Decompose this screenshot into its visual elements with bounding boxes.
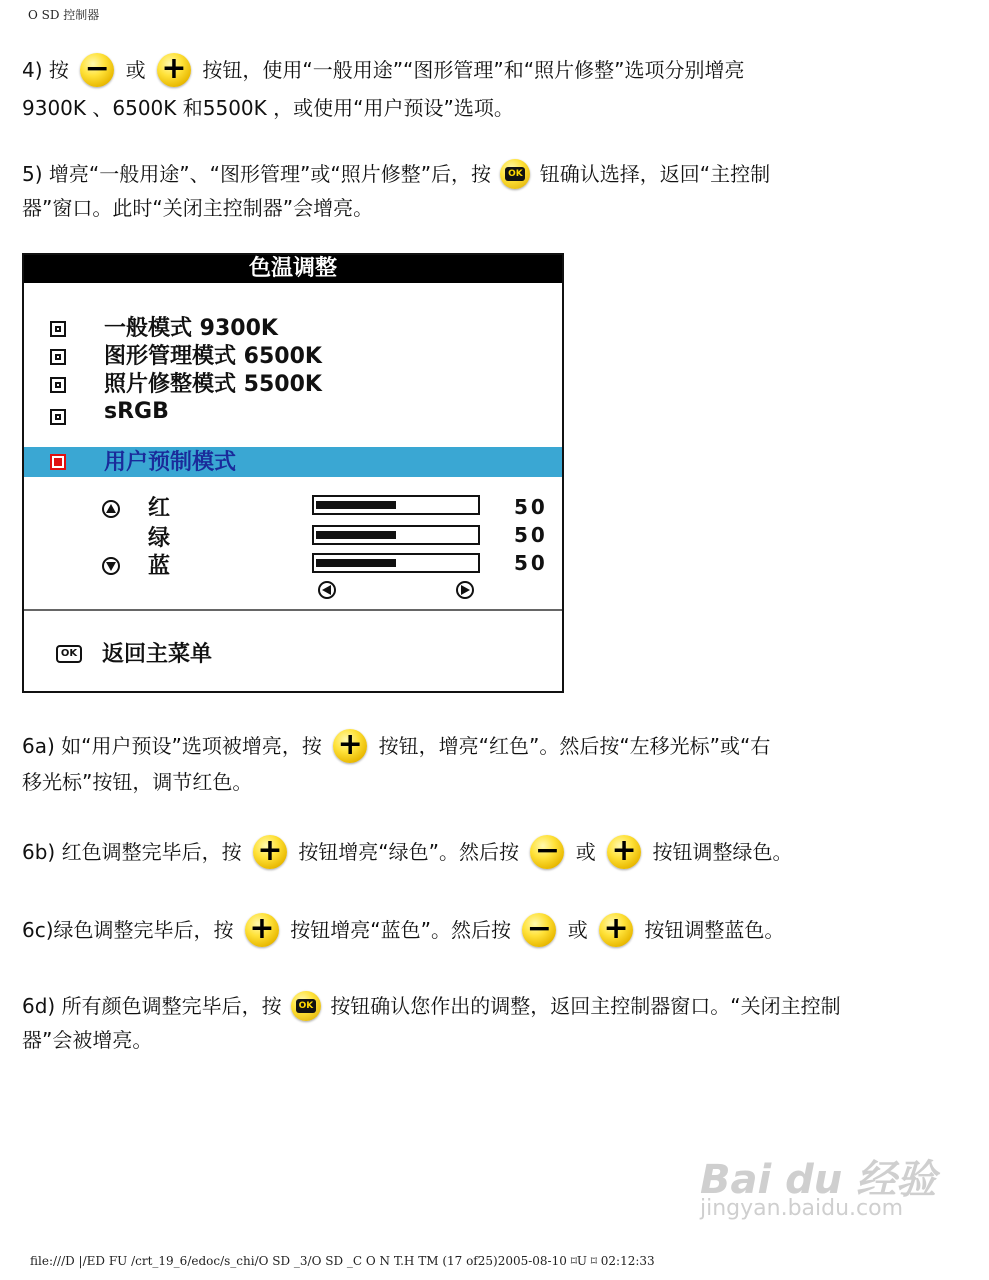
step-6b-rest: 按钮调整绿色。 — [652, 840, 793, 864]
green-value: 50 — [514, 523, 548, 547]
step-6c-or: 或 — [567, 918, 588, 942]
step-6a-text: 按钮，增亮“红色”。然后按“左移光标”或“右 — [378, 734, 771, 758]
right-arrow-icon — [456, 581, 474, 599]
plus-button-icon: + — [157, 53, 191, 87]
watermark-brand: Bai du 经验 — [700, 1157, 937, 1203]
ok-button-icon: OK — [291, 991, 321, 1021]
osd-color-temperature-panel — [22, 253, 564, 693]
minus-button-icon: − — [522, 913, 556, 947]
channel-blue-label: 蓝 — [148, 554, 171, 579]
page-header: O SD 控制器 — [28, 8, 100, 22]
step-6b-prefix: 6b) 红色调整完毕后，按 — [22, 840, 242, 864]
green-level-bar — [312, 525, 480, 545]
step-6c-mid: 按钮增亮“蓝色”。然后按 — [290, 918, 511, 942]
step-6c — [22, 912, 784, 949]
option-checkbox-icon — [50, 349, 66, 365]
plus-button-icon: + — [253, 835, 287, 869]
blue-level-fill — [316, 559, 396, 567]
page-footer: file:///D |/ED FU /crt_19_6/edoc/s_chi/O SD _3/O SD _C O N T.H TM (17 of25)2005-08-10 ⌑U ⌑ 02:12:33 — [30, 1254, 655, 1268]
step-5-text: 钮确认选择，返回“主控制 — [539, 162, 771, 186]
step-4-line-2: 9300K 、6500K 和5500K ，或使用“用户预设”选项。 — [22, 96, 514, 120]
step-6d-text: 按钮确认您作出的调整，返回主控制器窗口。“关闭主控制 — [330, 994, 841, 1018]
green-level-fill — [316, 531, 396, 539]
option-general: 一般模式 9300K — [104, 316, 278, 341]
step-6c-rest: 按钮调整蓝色。 — [644, 918, 785, 942]
ok-button-icon: OK — [500, 159, 530, 189]
option-checkbox-icon — [50, 377, 66, 393]
plus-button-icon: + — [245, 913, 279, 947]
step-6b-mid: 按钮增亮“绿色”。然后按 — [298, 840, 520, 864]
option-photo: 照片修整模式 5500K — [104, 372, 322, 397]
step-5-line-2: 器”窗口。此时“关闭主控制器”会增亮。 — [22, 196, 374, 220]
blue-level-bar — [312, 553, 480, 573]
step-6a-line-2: 移光标”按钮，调节红色。 — [22, 770, 253, 794]
step-6d-line-2: 器”会被增亮。 — [22, 1028, 153, 1052]
step-5-line-1 — [22, 156, 770, 192]
osd-title: 色温调整 — [24, 255, 562, 283]
step-6b — [22, 834, 792, 871]
down-arrow-icon — [102, 557, 120, 575]
option-checkbox-icon — [50, 321, 66, 337]
step-6a-line-1 — [22, 728, 770, 765]
step-6a-prefix: 6a) 如“用户预设”选项被增亮，按 — [22, 734, 322, 758]
red-level-fill — [316, 501, 396, 509]
baidu-watermark-logo — [700, 1148, 937, 1221]
step-4-or: 或 — [125, 58, 146, 82]
step-6c-prefix: 6c)绿色调整完毕后，按 — [22, 918, 234, 942]
step-4-text: 按钮，使用“一般用途”“图形管理”和“照片修整”选项分别增亮 — [202, 58, 745, 82]
option-srgb: sRGB — [104, 399, 169, 424]
ok-icon: OK — [56, 645, 82, 663]
red-value: 50 — [514, 495, 548, 519]
left-arrow-icon — [318, 581, 336, 599]
back-to-main-menu: 返回主菜单 — [102, 642, 213, 667]
step-4-prefix: 4) 按 — [22, 58, 69, 82]
plus-button-icon: + — [333, 729, 367, 763]
plus-button-icon: + — [607, 835, 641, 869]
up-arrow-icon — [102, 500, 120, 518]
red-level-bar — [312, 495, 480, 515]
selected-checkbox-icon — [50, 454, 66, 470]
step-5-prefix: 5) 增亮“一般用途”、“图形管理”或“照片修整”后，按 — [22, 162, 492, 186]
osd-divider — [24, 609, 562, 611]
step-6d-prefix: 6d) 所有颜色调整完毕后，按 — [22, 994, 282, 1018]
watermark-url: jingyan.baidu.com — [700, 1196, 904, 1221]
channel-green-label: 绿 — [148, 526, 171, 551]
step-6d-line-1 — [22, 988, 841, 1024]
option-checkbox-icon — [50, 409, 66, 425]
channel-red-label: 红 — [148, 496, 171, 521]
plus-button-icon: + — [599, 913, 633, 947]
option-user-preset: 用户预制模式 — [104, 450, 237, 475]
minus-button-icon: − — [530, 835, 564, 869]
blue-value: 50 — [514, 551, 548, 575]
step-4-line-1 — [22, 52, 745, 89]
step-6b-or: 或 — [575, 840, 596, 864]
option-graphics: 图形管理模式 6500K — [104, 344, 322, 369]
minus-button-icon: − — [80, 53, 114, 87]
